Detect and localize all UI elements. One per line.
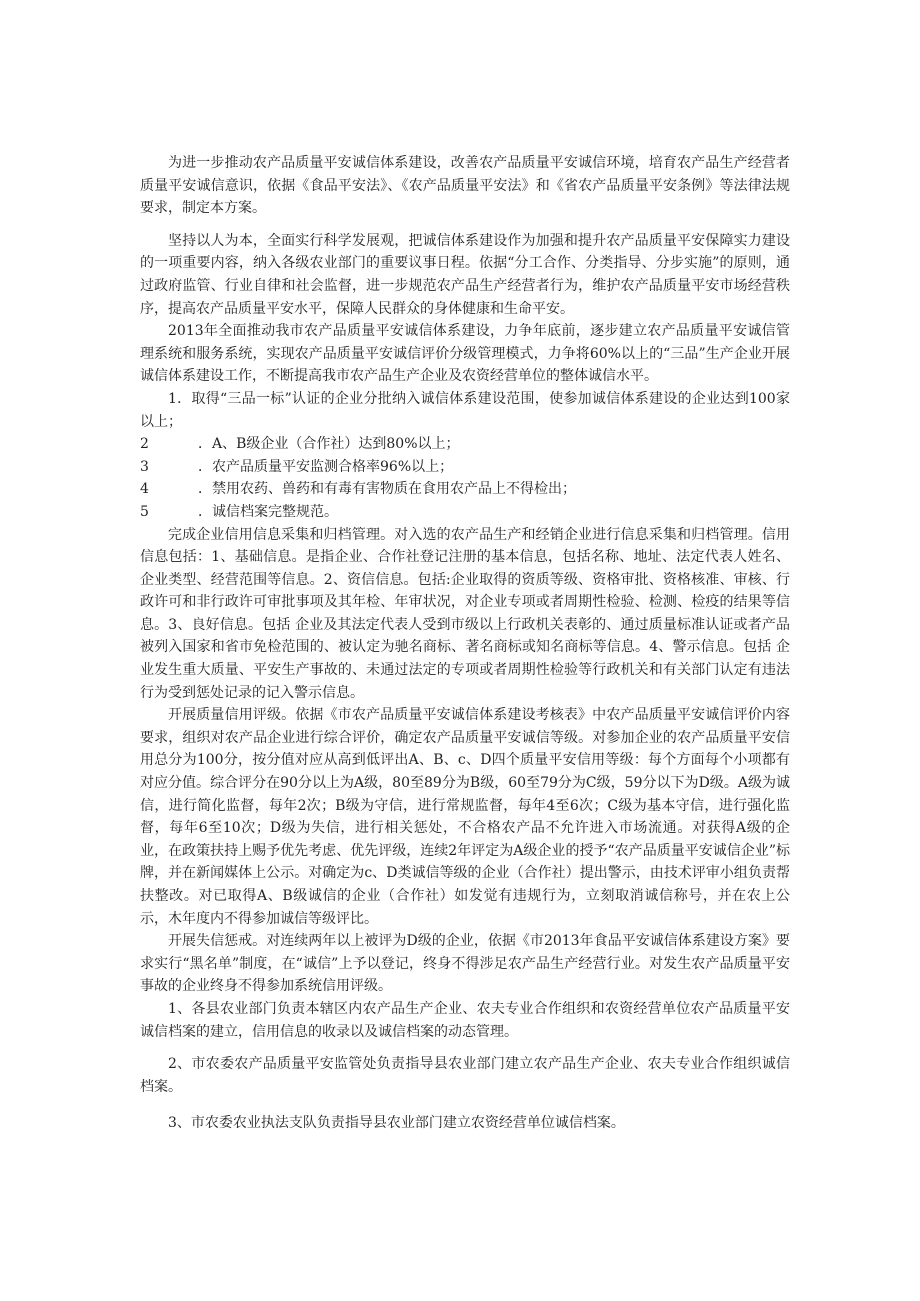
list-item-number: 5 [140, 503, 149, 520]
list-item-text: ．禁用农药、兽药和有毒有害物质在食用农产品上不得检出； [198, 481, 576, 498]
list-item-number: 2 [140, 436, 149, 453]
paragraph-credit-info: 完成企业信用信息采集和归档管理。对入选的农产品生产和经销企业进行信息采集和归档管理。信用信息包括：1、基础信息。是指企业、合作社登记注册的基本信息，包括名称、地址、法定代表人姓名、企业类型、经营范围等信息。2、资信信息。包括:企业取得的资质等级、资格审批、资格核准、审核、行政许可和非行政许可审批事项及其年检、年审状况，对企业专项或者周期性检验、检测、检疫的结果等信息。3、良好信息。包括 企业及其法定代表人受到市级以上行政机关表彰的、通过质量标准认证或者产品被列入国家和省市免检范围的、被认定为驰名商标、著名商标或知名商标等信息。4、警示信息。包括 企业发生重大质量、平安生产事故的、未通过法定的专项或者周期性检验等行政机关和有关部门认定有违法行为受到惩处记录的记入警示信息。 [140, 526, 790, 701]
list-item-text: ．农产品质量平安监测合格率96%以上； [198, 458, 454, 475]
list-item-number: 3 [140, 458, 149, 475]
list-item-text: ．A、B级企业（合作社）达到80%以上； [198, 436, 460, 453]
list-item-number: 4 [140, 481, 149, 498]
list-item [140, 433, 790, 456]
paragraph-principle: 坚持以人为本，全面实行科学发展观，把诚信体系建设作为加强和提升农产品质量平安保障实力建设的一项重要内容，纳入各级农业部门的重要议事日程。依据“分工合作、分类指导、分步实施”的原则，通过政府监管、行业自律和社会监督，进一步规范农产品生产经营者行为，维护农产品质量平安市场经营秩序，提高农产品质量平安水平，保障人民群众的身体健康和生命平安。 [140, 232, 790, 317]
paragraph-duty-1: 1、各县农业部门负责本辖区内农产品生产企业、农夫专业合作组织和农资经营单位农产品质量平安诚信档案的建立，信用信息的收录以及诚信档案的动态管理。 [140, 1000, 790, 1040]
paragraph-intro: 为进一步推动农产品质量平安诚信体系建设，改善农产品质量平安诚信环境，培育农产品生产经营者质量平安诚信意识，依据《食品平安法》、《农产品质量平安法》和《省农产品质量平安条例》等法律法规要求，制定本方案。 [140, 155, 790, 217]
list-item [140, 478, 790, 501]
document-body [140, 152, 790, 1135]
list-item-text: ．诚信档案完整规范。 [198, 503, 338, 520]
paragraph-punishment: 开展失信惩戒。对连续两年以上被评为D级的企业，依据《市2013年食品平安诚信体系建设方案》要求实行“黑名单”制度，在“诚信”上予以登记，终身不得涉足农产品生产经营行业。对发生农产品质量平安事故的企业终身不得参加系统信用评级。 [140, 933, 790, 995]
paragraph-credit-rating: 开展质量信用评级。依据《市农产品质量平安诚信体系建设考核表》中农产品质量平安诚信评价内容要求，组织对农产品企业进行综合评价，确定农产品质量平安诚信等级。对参加企业的农产品质量平安信用总分为100分，按分值对应从高到低评出A、B、c、D四个质量平安信用等级：每个方面每个小项都有对应分值。综合评分在90分以上为A级，80至89分为B级，60至79分为C级，59分以下为D级。A级为诚信，进行简化监督，每年2次；B级为守信，进行常规监督，每年4至6次；C级为基本守信，进行强化监督，每年6至10次；D级为失信，进行相关惩处，不合格农产品不允许进入市场流通。对获得A级的企业，在政策扶持上赐予优先考虑、优先评级，连续2年评定为A级企业的授予“农产品质量平安诚信企业”标牌，并在新闻媒体上公示。对确定为c、D类诚信等级的企业（合作社）提出警示，由技术评审小组负责帮扶整改。对已取得A、B级诚信的企业（合作社）如发觉有违规行为，立刻取消诚信称号，并在农上公示，木年度内不得参加诚信等级评比。 [140, 707, 790, 927]
list-item [140, 456, 790, 479]
paragraph-duty-3: 3、市农委农业执法支队负责指导县农业部门建立农资经营单位诚信档案。 [168, 1115, 625, 1132]
paragraph-item-1: 1．取得“三品一标”认证的企业分批纳入诚信体系建设范围，使参加诚信体系建设的企业达到100家以上； [140, 390, 790, 430]
paragraph-duty-2: 2、市农委农产品质量平安监管处负责指导县农业部门建立农产品生产企业、农夫专业合作组织诚信档案。 [140, 1056, 790, 1095]
list-item [140, 501, 790, 524]
paragraph-goal: 2013年全面推动我市农产品质量平安诚信体系建设，力争年底前，逐步建立农产品质量平安诚信管理系统和服务系统，实现农产品质量平安诚信评价分级管理模式，力争将60%以上的“三品”生产企业开展诚信体系建设工作，不断提高我市农产品生产企业及农资经营单位的整体诚信水平。 [140, 323, 790, 385]
